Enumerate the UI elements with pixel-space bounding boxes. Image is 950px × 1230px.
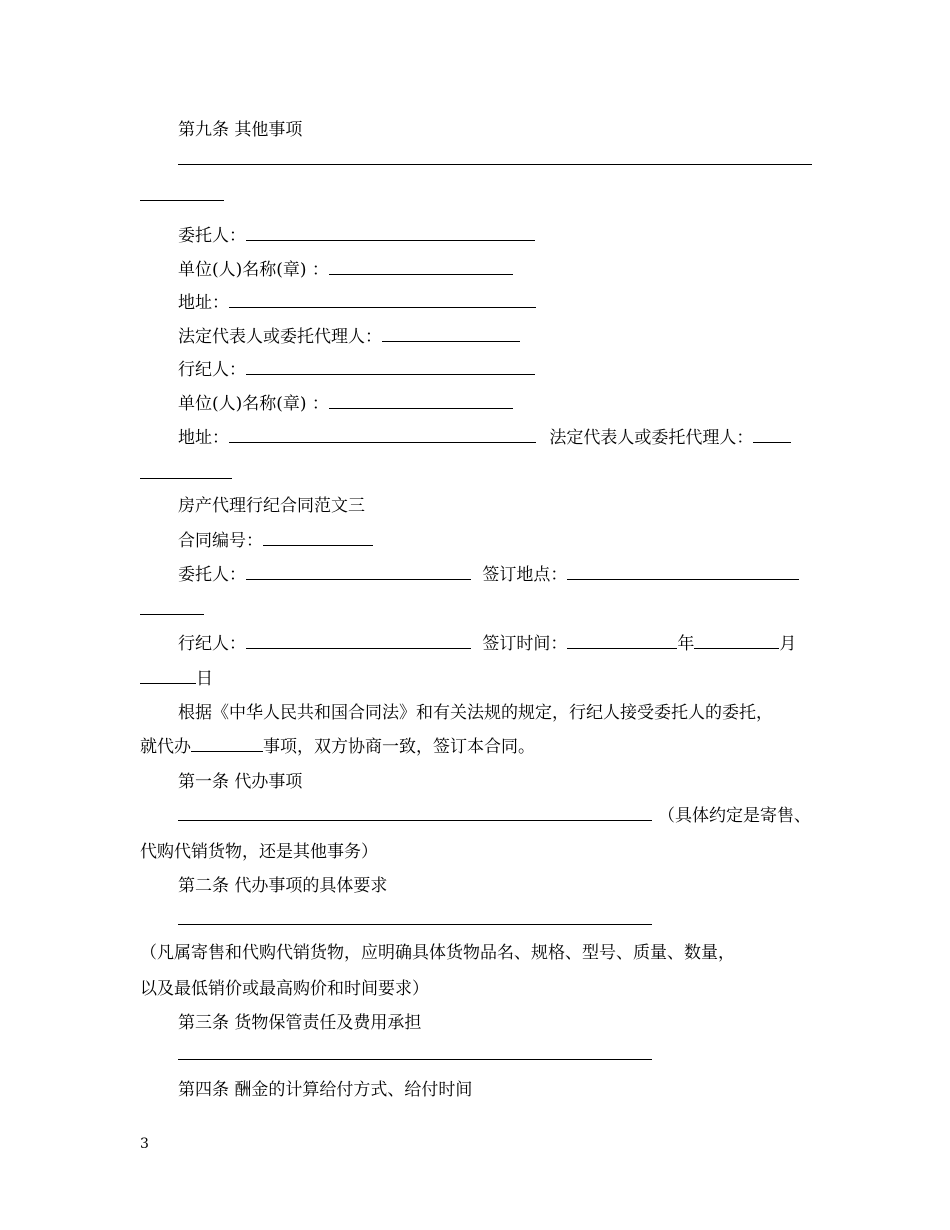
broker-label: 行纪人： — [178, 634, 246, 654]
sign-place-label: 签订地点： — [482, 565, 568, 585]
broker-legal-rep-blank — [140, 462, 232, 486]
article-1-blank — [178, 804, 811, 828]
article-4-title: 第四条 酬金的计算给付方式、给付时间 — [178, 1080, 473, 1100]
page-number: 3 — [140, 1136, 149, 1152]
contract-title: 房产代理行纪合同范文三 — [178, 496, 365, 516]
broker-sign-time-field — [178, 632, 796, 656]
article-9-blank-continued — [140, 184, 224, 208]
article-3-blank — [178, 1043, 652, 1067]
client-field — [178, 224, 535, 248]
broker-address-field — [178, 426, 791, 450]
article-2-note-continued: 以及最低销价或最高购价和时间要求） — [140, 979, 429, 999]
broker-label: 行纪人： — [178, 360, 246, 380]
unit-name-label: 单位(人)名称(章) ： — [178, 260, 329, 280]
address-label: 地址： — [178, 293, 229, 313]
article-2-blank — [178, 908, 652, 932]
article-1-title: 第一条 代办事项 — [178, 772, 303, 792]
preamble-line-2: 就代办 事项，双方协商一致，签订本合同。 — [140, 737, 535, 757]
client-label: 委托人： — [178, 565, 246, 585]
article-1-note: （具体约定是寄售、 — [658, 806, 811, 826]
legal-rep-label: 法定代表人或委托代理人： — [178, 327, 382, 347]
unit-name-label: 单位(人)名称(章) ： — [178, 394, 329, 414]
contract-number-label: 合同编号： — [178, 531, 263, 551]
client-label: 委托人： — [178, 226, 246, 246]
article-9-blank — [178, 148, 812, 172]
client-legal-rep-field — [178, 325, 520, 349]
address-label: 地址： — [178, 428, 229, 448]
article-2-title: 第二条 代办事项的具体要求 — [178, 876, 388, 896]
broker-field — [178, 358, 535, 382]
article-9-title: 第九条 其他事项 — [178, 120, 303, 140]
preamble-line-1: 根据《中华人民共和国合同法》和有关法规的规定，行纪人接受委托人的委托， — [178, 703, 773, 723]
day-label: 日 — [196, 669, 213, 689]
legal-rep-label: 法定代表人或委托代理人： — [549, 428, 754, 448]
sign-place-blank — [140, 598, 204, 622]
article-3-title: 第三条 货物保管责任及费用承担 — [178, 1013, 422, 1033]
year-label: 年 — [677, 634, 695, 654]
article-1-note-continued: 代购代销货物，还是其他事务） — [140, 842, 378, 862]
broker-unit-name-field — [178, 392, 513, 416]
client-address-field — [178, 291, 536, 315]
article-2-note: （凡属寄售和代购代销货物，应明确具体货物品名、规格、型号、质量、数量， — [140, 943, 735, 963]
sign-time-label: 签订时间： — [482, 634, 568, 654]
client-sign-place-field — [178, 563, 799, 587]
client-unit-name-field — [178, 258, 513, 282]
month-label: 月 — [779, 634, 797, 654]
sign-day-field — [140, 667, 213, 691]
contract-number-field — [178, 529, 373, 553]
